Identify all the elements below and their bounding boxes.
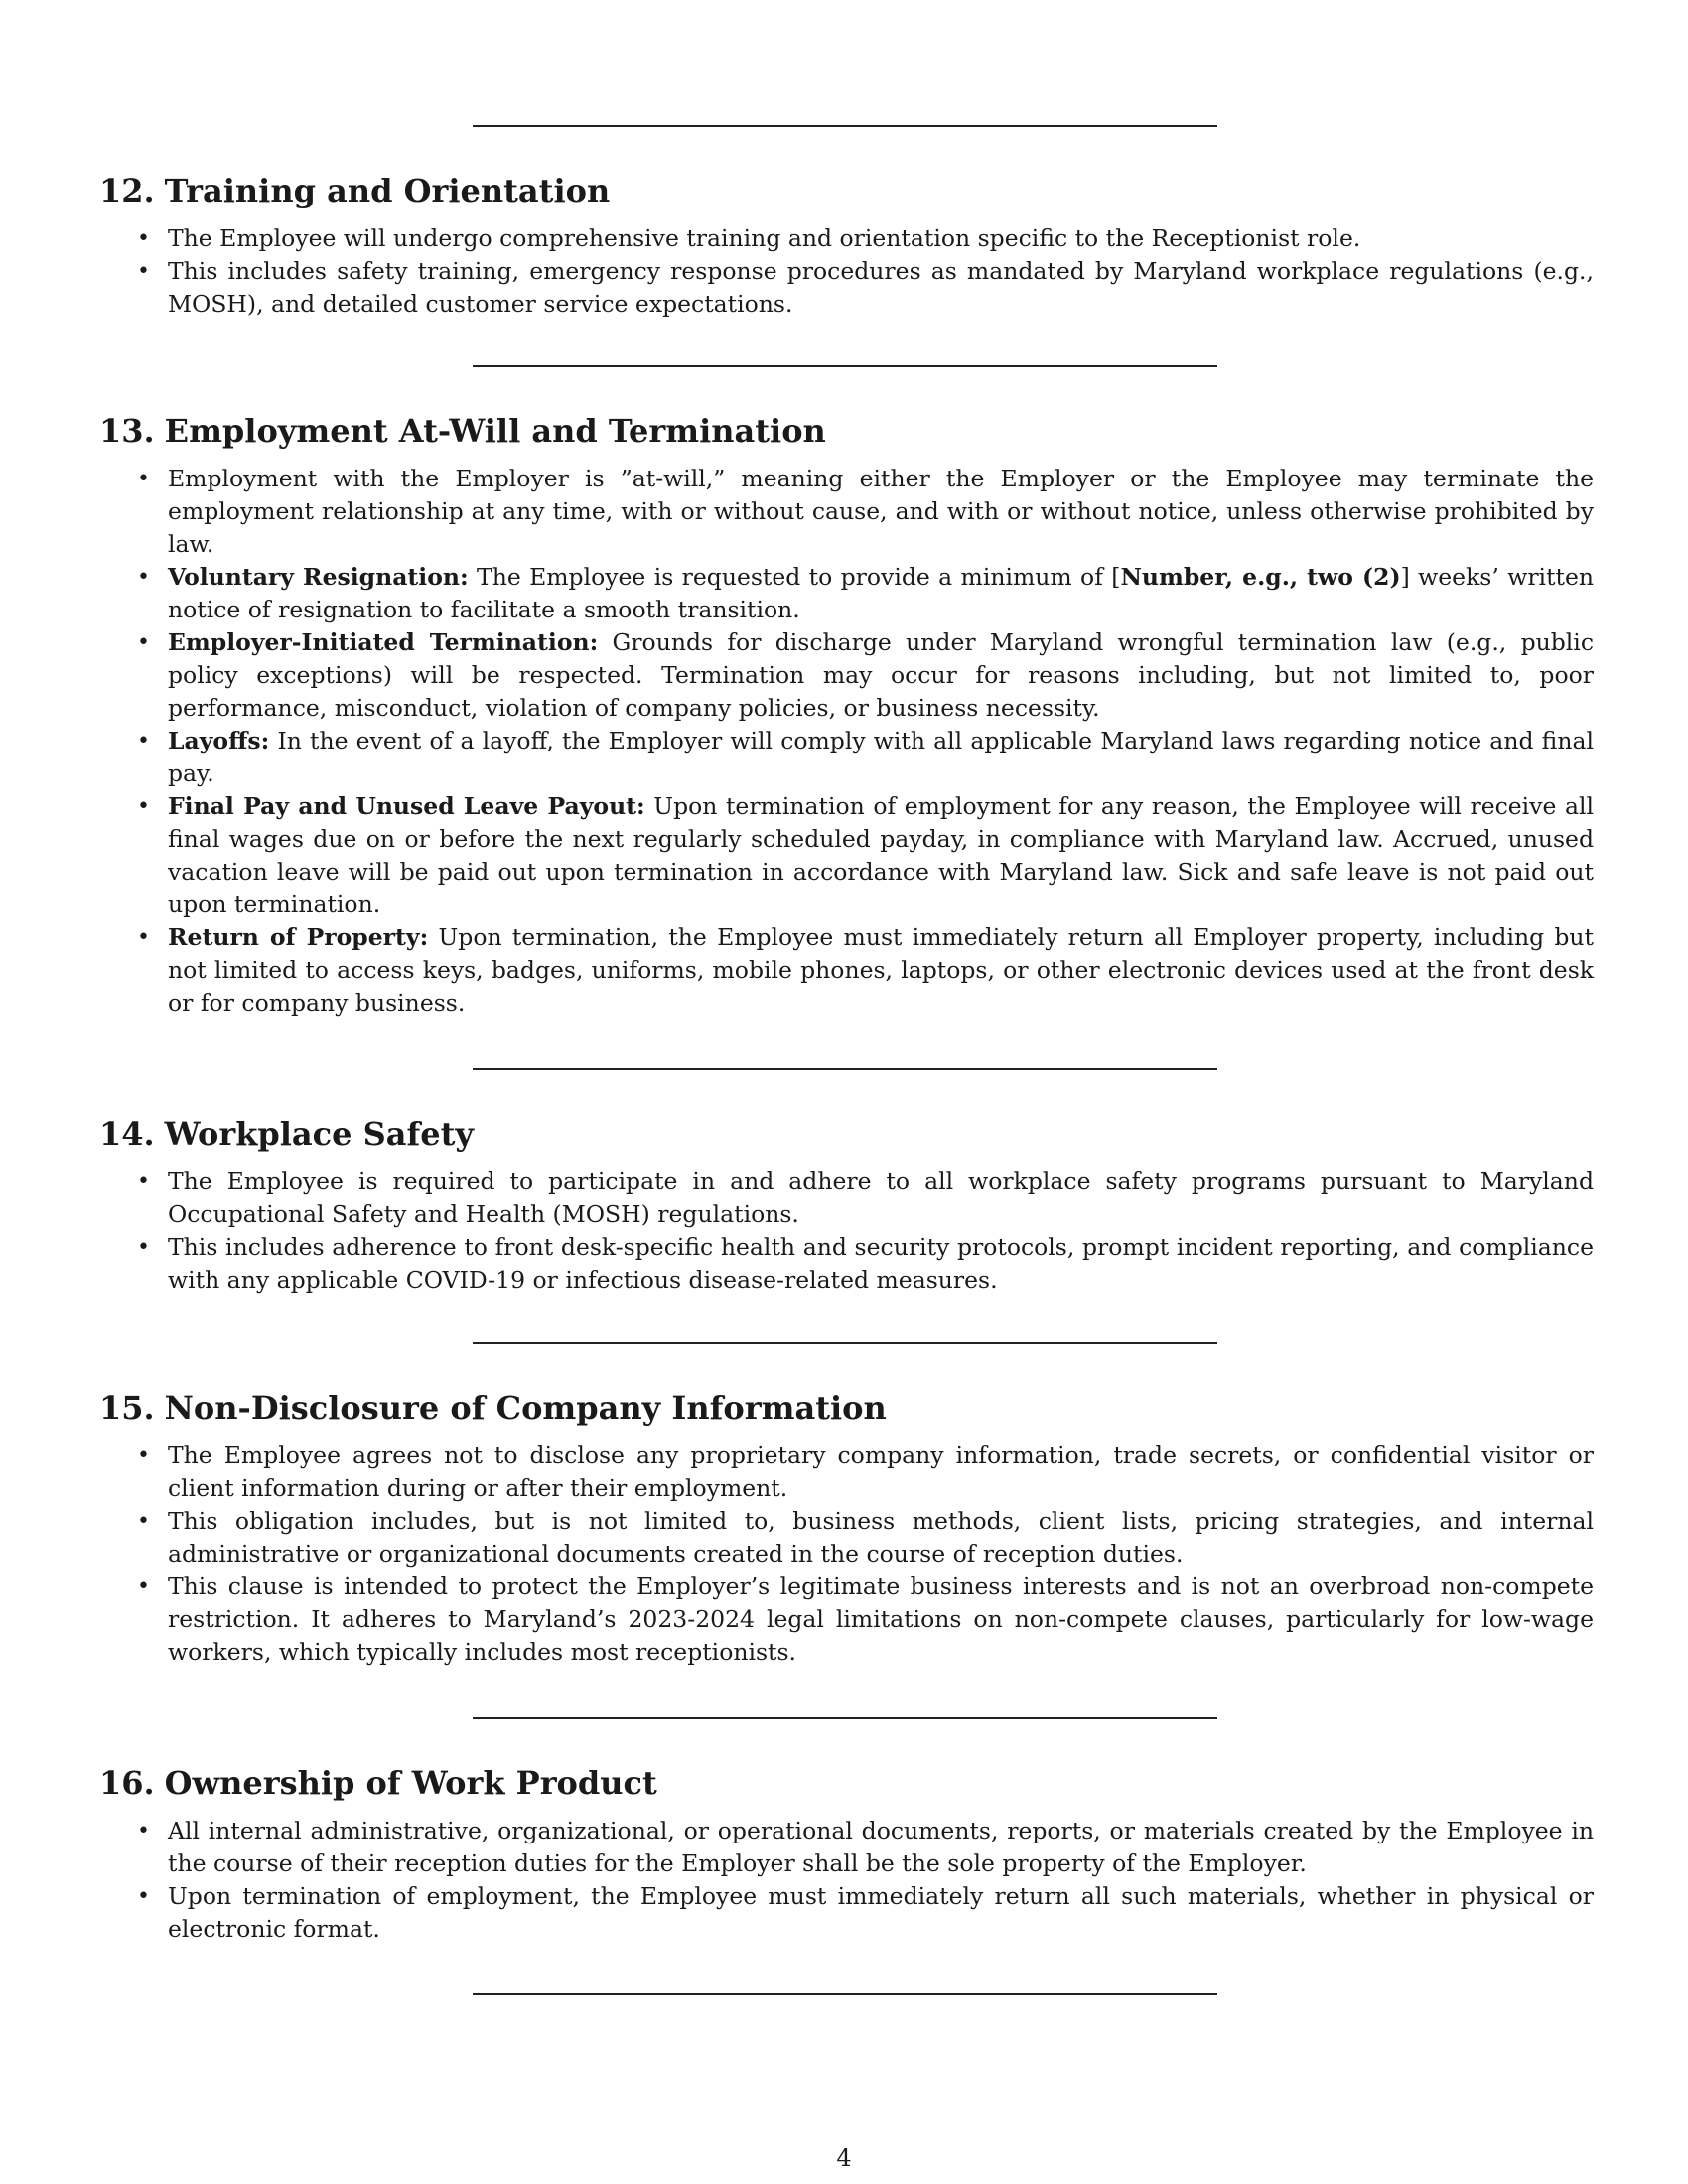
section-heading: 12. Training and Orientation xyxy=(99,172,611,209)
section-divider xyxy=(473,1993,1217,1995)
list-item: • Employer-Initiated Termination: Grounds for discharge under Maryland wrongful termination law (e.g., public policy exceptions) will be respected. Termination may occur for reasons including, but not limited to, poor performance, misconduct, violation of company policies, or business necessity. xyxy=(99,626,1594,725)
bullet-list xyxy=(99,1165,1594,1297)
section-heading: 15. Non-Disclosure of Company Information xyxy=(99,1389,887,1427)
list-item: • The Employee agrees not to disclose any proprietary company information, trade secrets, or confidential visitor or client information during or after their employment. xyxy=(99,1439,1594,1505)
list-item: • Upon termination of employment, the Employee must immediately return all such materials, whether in physical or electronic format. xyxy=(99,1880,1594,1946)
section-divider xyxy=(473,365,1217,367)
list-item: • This obligation includes, but is not limited to, business methods, client lists, pricing strategies, and internal administrative or organizational documents created in the course of reception duties. xyxy=(99,1505,1594,1570)
list-item: • The Employee will undergo comprehensive training and orientation specific to the Receptionist role. xyxy=(99,222,1594,255)
section-divider xyxy=(473,1717,1217,1719)
section-heading: 13. Employment At-Will and Termination xyxy=(99,412,826,450)
bullet-list xyxy=(99,1815,1594,1946)
bullet-list xyxy=(99,222,1594,321)
section-employment-at-will xyxy=(99,411,1594,1020)
list-item: • The Employee is required to participate in and adhere to all workplace safety programs pursuant to Maryland Occupational Safety and Health (MOSH) regulations. xyxy=(99,1165,1594,1231)
list-item: • This clause is intended to protect the Employer’s legitimate business interests and is not an overbroad non-compete restriction. It adheres to Maryland’s 2023-2024 legal limitations on non-compete clauses, particularly for low-wage workers, which typically includes most receptionists. xyxy=(99,1570,1594,1669)
section-training-orientation xyxy=(99,171,1594,321)
section-heading: 14. Workplace Safety xyxy=(99,1115,474,1153)
bullet-list xyxy=(99,463,1594,1020)
section-ownership-work-product xyxy=(99,1763,1594,1946)
list-item: • Employment with the Employer is ”at-will,” meaning either the Employer or the Employee may terminate the employment relationship at any time, with or without cause, and with or without notice, unless otherwise prohibited by law. xyxy=(99,463,1594,561)
list-item: • This includes safety training, emergency response procedures as mandated by Maryland workplace regulations (e.g., MOSH), and detailed customer service expectations. xyxy=(99,255,1594,321)
list-item: • Final Pay and Unused Leave Payout: Upon termination of employment for any reason, the Employee will receive all final wages due on or before the next regularly scheduled payday, in compliance with Maryland law. Accrued, unused vacation leave will be paid out upon termination in accordance with Maryland law. Sick and safe leave is not paid out upon termination. xyxy=(99,790,1594,921)
section-non-disclosure xyxy=(99,1388,1594,1669)
list-item: • This includes adherence to front desk-specific health and security protocols, prompt incident reporting, and compliance with any applicable COVID-19 or infectious disease-related measures. xyxy=(99,1231,1594,1297)
section-workplace-safety xyxy=(99,1114,1594,1297)
section-divider xyxy=(473,1068,1217,1070)
list-item: • All internal administrative, organizational, or operational documents, reports, or materials created by the Employee in the course of their reception duties for the Employer shall be the sole property of the Employer. xyxy=(99,1815,1594,1880)
bullet-list xyxy=(99,1439,1594,1669)
section-heading: 16. Ownership of Work Product xyxy=(99,1764,657,1802)
page-number: 4 xyxy=(836,2144,852,2172)
list-item: • Voluntary Resignation: The Employee is requested to provide a minimum of [Number, e.g., two (2)] weeks’ written notice of resignation to facilitate a smooth transition. xyxy=(99,561,1594,626)
list-item: • Return of Property: Upon termination, the Employee must immediately return all Employer property, including but not limited to access keys, badges, uniforms, mobile phones, laptops, or other electronic devices used at the front desk or for company business. xyxy=(99,921,1594,1020)
section-divider xyxy=(473,125,1217,127)
list-item: • Layoffs: In the event of a layoff, the Employer will comply with all applicable Maryland laws regarding notice and final pay. xyxy=(99,725,1594,790)
section-divider xyxy=(473,1342,1217,1344)
